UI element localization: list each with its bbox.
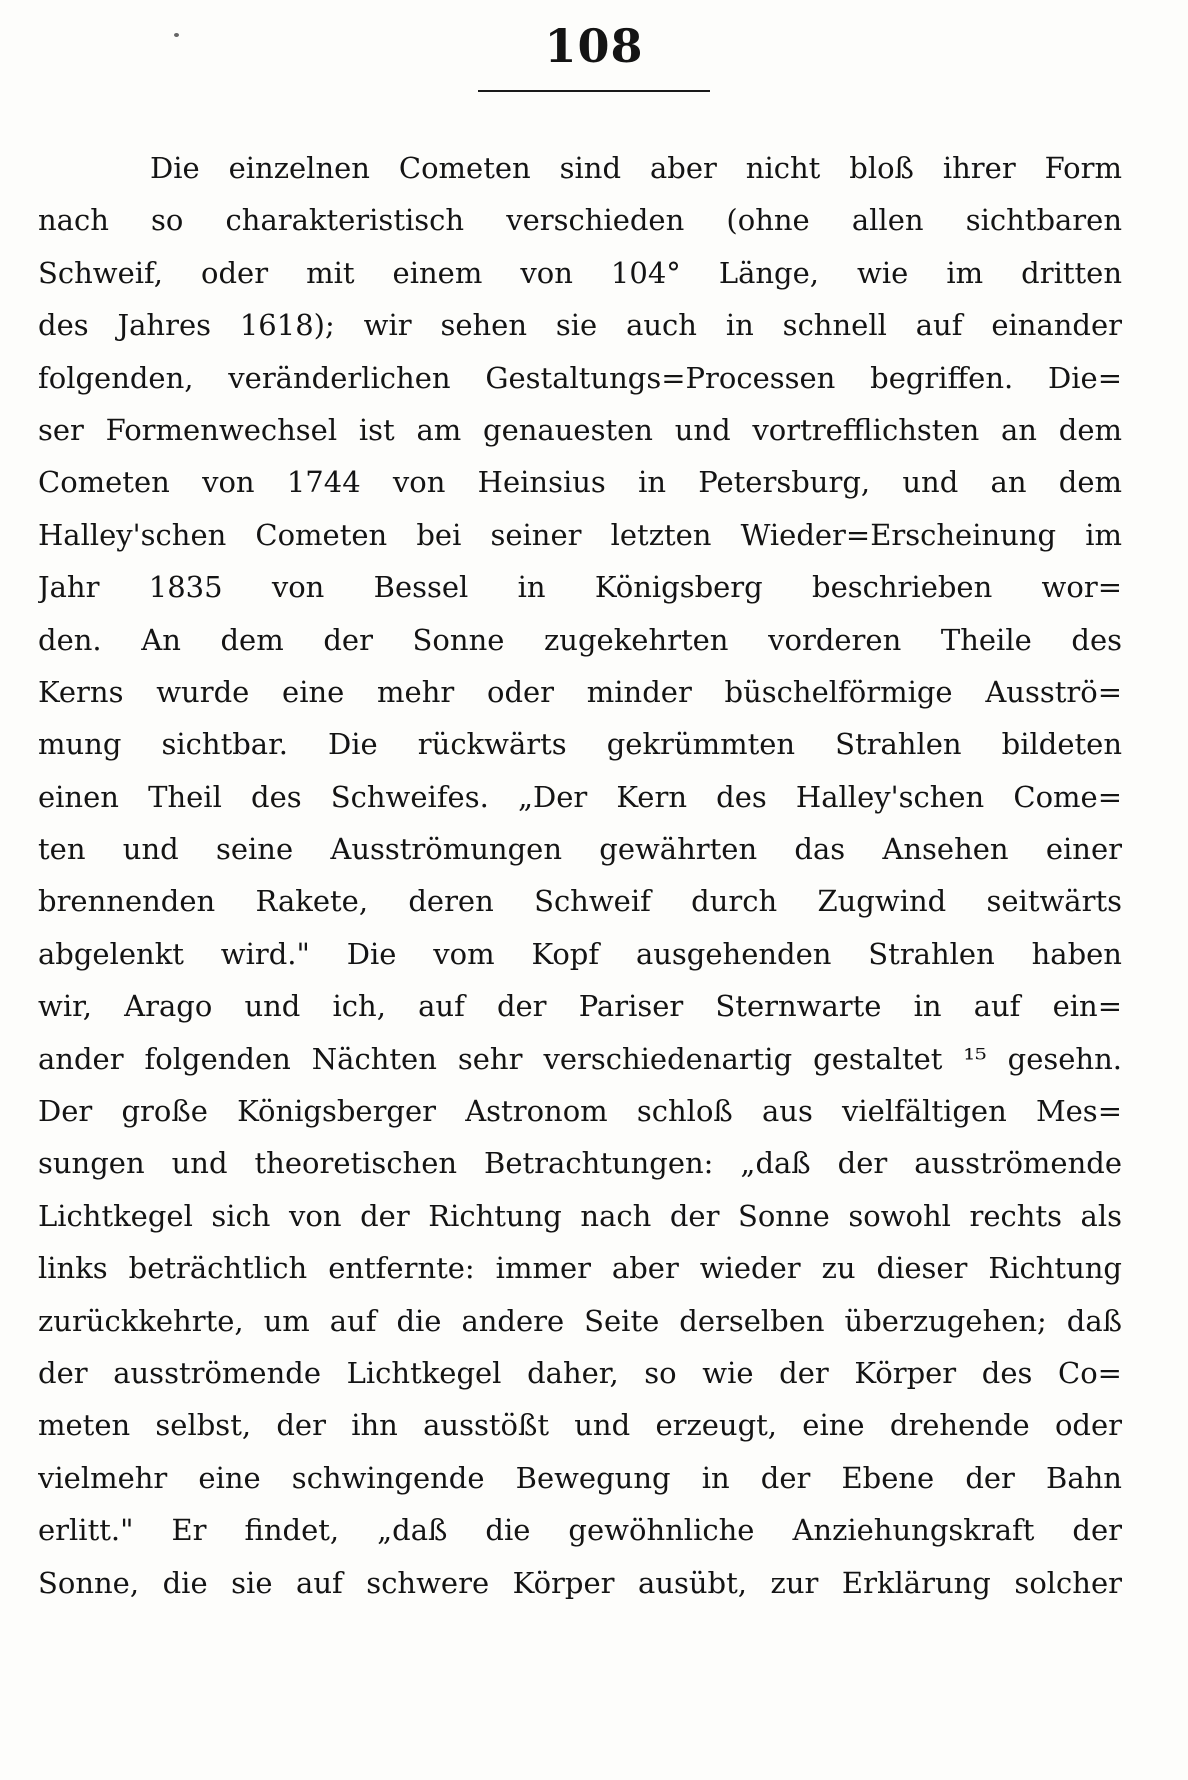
page-number: 108 bbox=[544, 19, 644, 73]
header-rule bbox=[478, 90, 710, 92]
text-line: Halley'schen Cometen bei seiner letzten Wieder=Erscheinung im bbox=[38, 517, 1122, 552]
text-line: den. An dem der Sonne zugekehrten vorderen Theile des bbox=[38, 622, 1122, 657]
text-line: mung sichtbar. Die rückwärts gekrümmten Strahlen bildeten bbox=[38, 727, 1122, 762]
text-line: wir, Arago und ich, auf der Pariser Sternwarte in auf ein= bbox=[38, 989, 1122, 1024]
text-line: Der große Königsberger Astronom schloß aus vielfältigen Mes= bbox=[38, 1094, 1122, 1129]
text-line: brennenden Rakete, deren Schweif durch Zugwind seitwärts bbox=[38, 884, 1122, 919]
body-text bbox=[38, 142, 1122, 1609]
text-line: links beträchtlich entfernte: immer aber wieder zu dieser Richtung bbox=[38, 1251, 1122, 1286]
text-line: ser Formenwechsel ist am genauesten und vortrefflichsten an dem bbox=[38, 412, 1122, 447]
text-line: zurückkehrte, um auf die andere Seite derselben überzugehen; daß bbox=[38, 1303, 1122, 1338]
text-line: ander folgenden Nächten sehr verschiedenartig gestaltet ¹⁵ gesehn. bbox=[38, 1041, 1122, 1076]
text-line: folgenden, veränderlichen Gestaltungs=Processen begriffen. Die= bbox=[38, 360, 1122, 395]
text-line: sungen und theoretischen Betrachtungen: „daß der ausströmende bbox=[38, 1146, 1122, 1181]
text-line: des Jahres 1618); wir sehen sie auch in schnell auf einander bbox=[38, 308, 1122, 343]
text-line: Die einzelnen Cometen sind aber nicht bloß ihrer Form bbox=[150, 151, 1122, 185]
text-line: Sonne, die sie auf schwere Körper ausübt, zur Erklärung solcher bbox=[38, 1565, 1122, 1600]
text-line: Cometen von 1744 von Heinsius in Petersburg, und an dem bbox=[38, 465, 1122, 500]
text-line: ten und seine Ausströmungen gewährten das Ansehen einer bbox=[38, 832, 1122, 867]
text-line: Jahr 1835 von Bessel in Königsberg beschrieben wor= bbox=[38, 570, 1122, 605]
text-line: der ausströmende Lichtkegel daher, so wie der Körper des Co= bbox=[38, 1355, 1122, 1390]
text-line: vielmehr eine schwingende Bewegung in der Ebene der Bahn bbox=[38, 1460, 1122, 1495]
text-line: Schweif, oder mit einem von 104° Länge, wie im dritten bbox=[38, 255, 1122, 290]
text-line: meten selbst, der ihn ausstößt und erzeugt, eine drehende oder bbox=[38, 1408, 1122, 1443]
text-line: erlitt." Er findet, „daß die gewöhnliche Anziehungskraft der bbox=[38, 1513, 1122, 1548]
text-line: abgelenkt wird." Die vom Kopf ausgehenden Strahlen haben bbox=[38, 936, 1122, 971]
text-line: einen Theil des Schweifes. „Der Kern des Halley'schen Come= bbox=[38, 779, 1122, 814]
text-line: nach so charakteristisch verschieden (ohne allen sichtbaren bbox=[38, 203, 1122, 238]
text-line: Kerns wurde eine mehr oder minder büschelförmige Ausströ= bbox=[38, 674, 1122, 709]
text-line: Lichtkegel sich von der Richtung nach der Sonne sowohl rechts als bbox=[38, 1198, 1122, 1233]
